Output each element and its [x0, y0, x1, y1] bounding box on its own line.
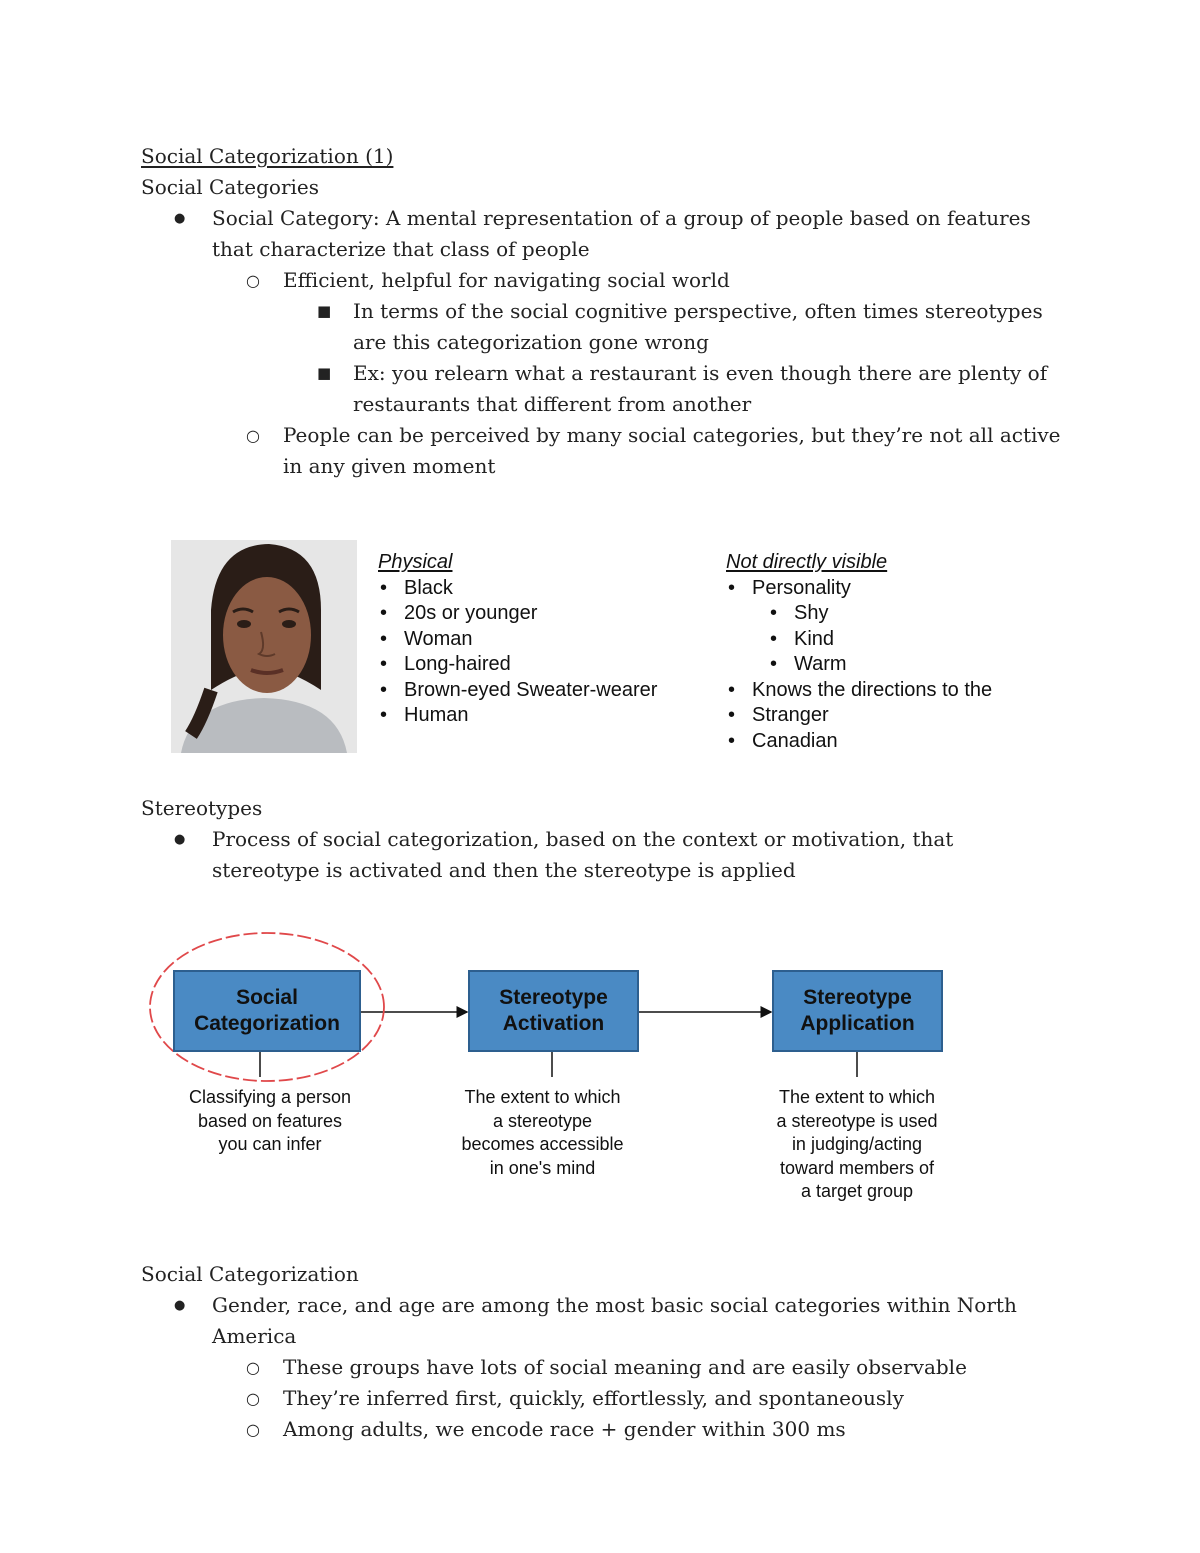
- portrait-photo: [171, 540, 357, 753]
- section-social-categorization-1: [141, 141, 1061, 482]
- list-item: ○ Among adults, we encode race + gender within 300 ms: [141, 1414, 1061, 1445]
- section-stereotypes: [141, 793, 1061, 886]
- not-visible-list-rest: [726, 678, 992, 755]
- list-item: • Long-haired: [378, 652, 657, 678]
- not-visible-list: [726, 576, 992, 602]
- list-item: • Shy: [726, 601, 992, 627]
- bullet-list: [141, 824, 1061, 886]
- sub-list: [212, 1352, 1061, 1445]
- bullet-list: [141, 1290, 1061, 1445]
- social-categorization-description: Classifying a person based on features you can infer: [188, 1087, 352, 1154]
- bullet-list: [141, 203, 1061, 482]
- categories-figure: [171, 540, 1031, 755]
- social-categorization-box: Social Categorization: [173, 970, 361, 1052]
- list-item: • Kind: [726, 627, 992, 653]
- section-title: Stereotypes: [141, 796, 263, 820]
- bullet-text: Social Category: A mental representation of a group of people based on features that characterize that class of people: [212, 206, 1031, 261]
- list-item: ■ Ex: you relearn what a restaurant is even though there are plenty of restaurants that different from another: [141, 358, 1061, 420]
- list-item: • Canadian: [726, 729, 992, 755]
- list-item: ○ People can be perceived by many social categories, but they’re not all active in any given moment: [141, 420, 1061, 482]
- stereotype-activation-box: Stereotype Activation: [468, 970, 639, 1052]
- list-item: • Black: [378, 576, 657, 602]
- list-item: [141, 1290, 1061, 1445]
- list-item: • Brown-eyed Sweater-wearer: [378, 678, 657, 704]
- list-item: • Knows the directions to the: [726, 678, 992, 704]
- section-title: Social Categorization: [141, 1262, 359, 1286]
- list-item: • Warm: [726, 652, 992, 678]
- sub-list: [212, 265, 1061, 482]
- stereotype-process-diagram: [140, 925, 960, 1215]
- physical-heading: Physical: [378, 551, 453, 573]
- stereotype-activation-description: The extent to which a stereotype becomes accessible in one's mind: [461, 1087, 624, 1178]
- sub-sub-list: [283, 296, 1061, 420]
- section-subtitle: Social Categories: [141, 175, 320, 199]
- stereotype-application-description: The extent to which a stereotype is used in judging/acting toward members of a target group: [776, 1087, 938, 1201]
- list-item: • 20s or younger: [378, 601, 657, 627]
- list-item: • Woman: [378, 627, 657, 653]
- list-item: ● Process of social categorization, based on the context or motivation, that stereotype is activated and then the stereotype is applied: [141, 824, 1061, 886]
- stereotype-application-box: Stereotype Application: [772, 970, 943, 1052]
- list-item: [141, 203, 1061, 482]
- list-item: ■ In terms of the social cognitive perspective, often times stereotypes are this categorization gone wrong: [141, 296, 1061, 358]
- list-item: • Human: [378, 703, 657, 729]
- not-visible-heading: Not directly visible: [726, 551, 888, 573]
- list-item: ○ They’re inferred first, quickly, effortlessly, and spontaneously: [141, 1383, 1061, 1414]
- physical-list: [378, 576, 657, 729]
- list-item: ○ These groups have lots of social meaning and are easily observable: [141, 1352, 1061, 1383]
- list-item: • Stranger: [726, 703, 992, 729]
- list-item: • Personality: [726, 576, 992, 602]
- section-social-categorization: [141, 1259, 1061, 1445]
- bullet-text: Gender, race, and age are among the most basic social categories within North America: [212, 1293, 1017, 1348]
- not-visible-column: [726, 550, 992, 754]
- section-title: Social Categorization (1): [141, 144, 394, 168]
- list-item: [141, 265, 1061, 420]
- personality-list: [726, 601, 992, 678]
- bullet-text: Efficient, helpful for navigating social world: [283, 268, 730, 292]
- physical-column: [378, 550, 657, 729]
